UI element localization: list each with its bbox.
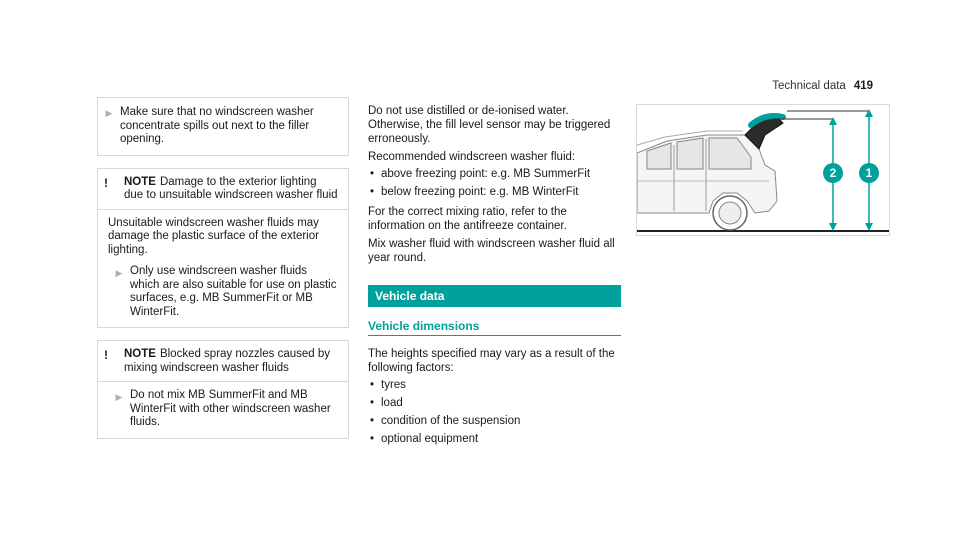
note-body <box>98 382 348 438</box>
list-item: • optional equipment <box>368 432 621 446</box>
warning-icon: ! <box>104 348 108 362</box>
note-instruction <box>108 389 338 430</box>
warning-icon: ! <box>104 175 108 190</box>
note-header <box>98 169 348 210</box>
list-item: • load <box>368 396 621 410</box>
callout-1-label: 1 <box>865 166 873 180</box>
instruction-text: Make sure that no windscreen washer concentrate spills out next to the filler opening. <box>120 106 314 145</box>
note-header <box>98 341 348 382</box>
list-item: • below freezing point: e.g. MB WinterFit <box>368 185 621 199</box>
vehicle-illustration <box>637 105 889 235</box>
note-instruction-text: Only use windscreen washer fluids which are also suitable for use on plastic surfaces, e.g. MB SummerFit or MB WinterFit. <box>130 265 337 318</box>
note-title <box>124 348 338 375</box>
middle-column <box>368 104 621 452</box>
note-instruction-text: Do not mix MB SummerFit and MB WinterFit with other windscreen washer fluids. <box>130 389 331 428</box>
play-arrow-icon: ▶ <box>105 108 113 118</box>
page-header <box>772 80 873 92</box>
list-item: • above freezing point: e.g. MB SummerFit <box>368 167 621 181</box>
arrowhead <box>865 223 873 231</box>
left-column <box>97 97 349 439</box>
note-instruction <box>108 265 338 319</box>
play-arrow-icon: ▶ <box>115 392 123 402</box>
note-label: NOTE <box>124 348 156 360</box>
paragraph-mixing: For the correct mixing ratio, refer to the information on the antifreeze container. <box>368 206 567 232</box>
list-item: • condition of the suspension <box>368 414 621 428</box>
heights-intro: The heights specified may vary as a result of the following factors: <box>368 348 615 374</box>
arrowhead <box>829 223 837 231</box>
section-heading: Vehicle data <box>368 285 621 307</box>
vehicle-height-figure <box>636 104 890 236</box>
callout-2-label: 2 <box>829 166 837 180</box>
paragraph-year-round: Mix washer fluid with windscreen washer fluid all year round. <box>368 238 615 264</box>
note-title-text: Damage to the exterior lighting due to unsuitable windscreen washer fluid <box>124 175 338 201</box>
factors-list <box>368 378 621 446</box>
note-title-text: Blocked spray nozzles caused by mixing windscreen washer fluids <box>124 348 330 374</box>
note-label: NOTE <box>124 175 156 188</box>
page-number: 419 <box>853 80 873 92</box>
recommended-label: Recommended windscreen washer fluid: <box>368 151 576 163</box>
arrowhead <box>865 109 873 117</box>
note-box-spray-nozzles <box>97 340 349 439</box>
note-box-exterior-lighting <box>97 168 349 329</box>
paragraph-water: Do not use distilled or de-ionised water. Otherwise, the fill level sensor may be triggered erroneously. <box>368 105 611 145</box>
recommended-list <box>368 167 621 199</box>
section-title: Technical data <box>772 80 846 92</box>
window <box>677 138 703 169</box>
note-body <box>98 210 348 328</box>
window <box>647 143 671 169</box>
note-title <box>124 176 338 203</box>
subsection-heading: Vehicle dimensions <box>368 319 621 336</box>
arrowhead <box>829 117 837 125</box>
note-body-text: Unsuitable windscreen washer fluids may damage the plastic surface of the exterior lighting. <box>108 216 319 256</box>
wheel-rim <box>719 202 741 224</box>
play-arrow-icon: ▶ <box>115 268 123 278</box>
list-item: • tyres <box>368 378 621 392</box>
instruction-box <box>97 97 349 156</box>
